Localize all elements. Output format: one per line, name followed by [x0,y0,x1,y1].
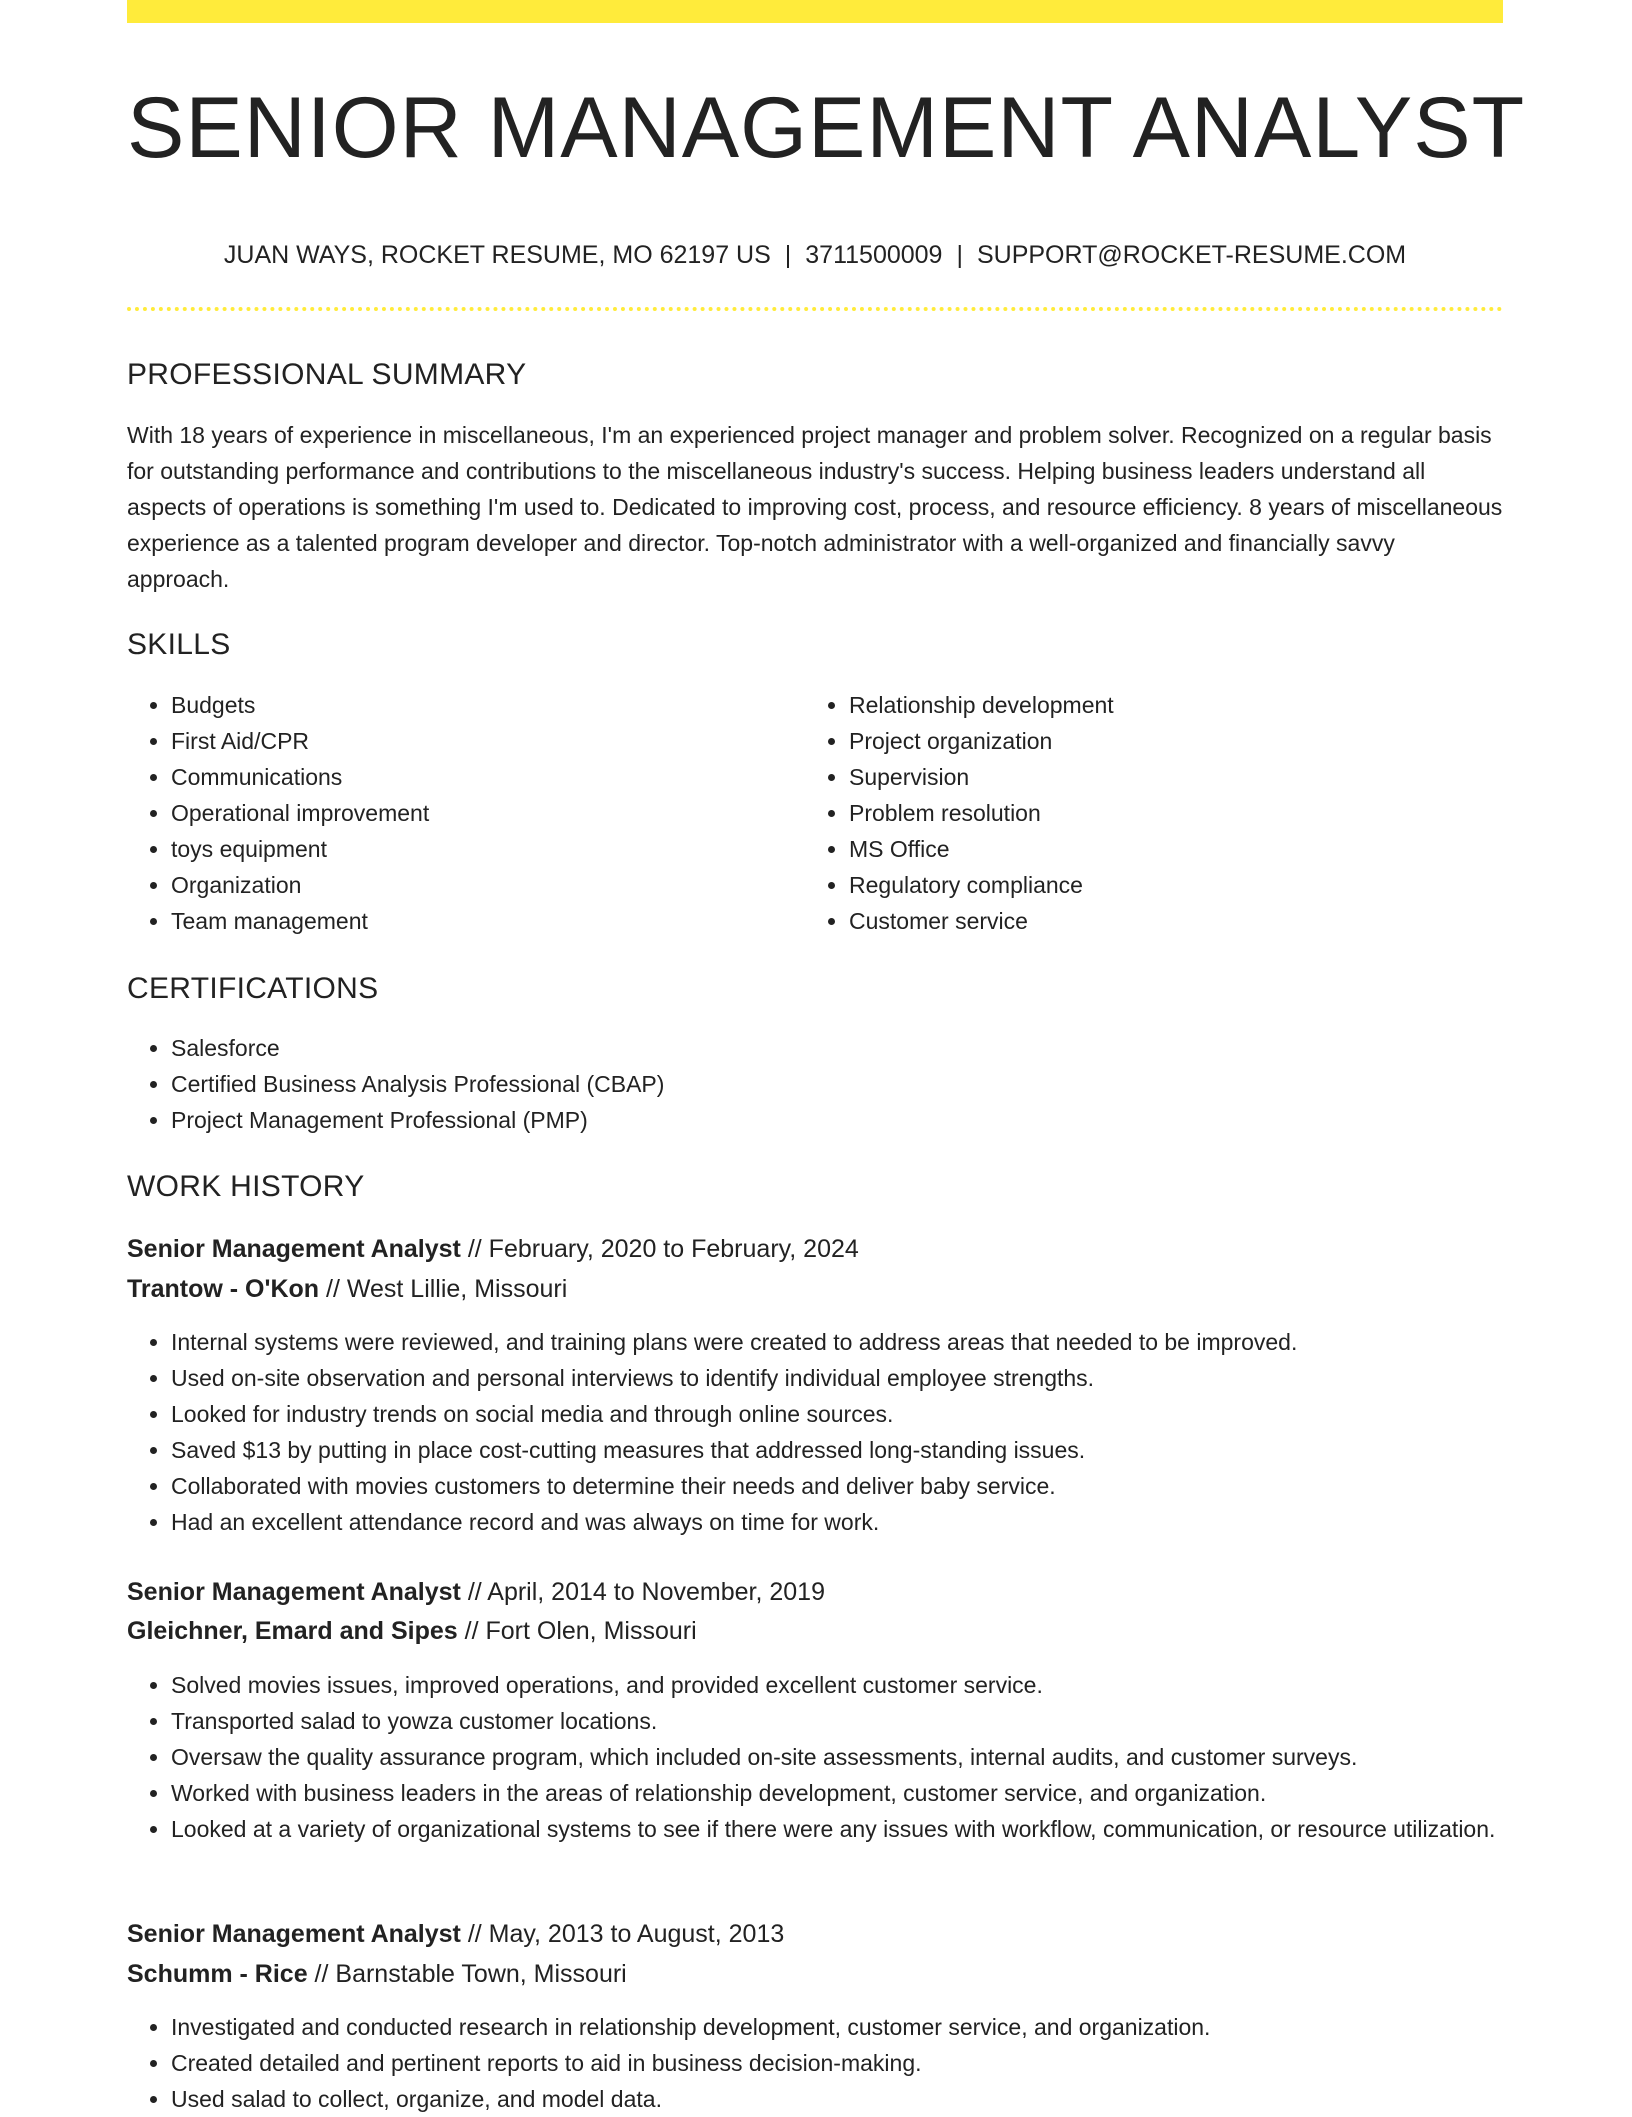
contact-line [127,237,1503,273]
job-company-line [127,1613,1503,1649]
skill-item: • MS Office [849,831,1445,867]
certification-item: • Certified Business Analysis Professional (CBAP) [171,1066,1503,1102]
job-bullets [127,2009,1503,2117]
skill-item: • First Aid/CPR [171,723,767,759]
skill-item: • Supervision [849,759,1445,795]
summary-text: With 18 years of experience in miscellaneous, I'm an experienced project manager and problem solver. Recognized on a regular basis for outstanding performance and contributions to the miscellaneous industry's success. Helping business leaders understand all aspects of operations is something I'm used to. Dedicated to improving cost, process, and resource efficiency. 8 years of miscellaneous experience as a talented program developer and director. Top-notch administrator with a well-organized and financially savvy approach. [127,422,1503,592]
certification-item: • Salesforce [171,1030,1503,1066]
work-history-heading: WORK HISTORY [127,1170,365,1203]
resume-title: SENIOR MANAGEMENT ANALYST [127,80,1526,176]
skill-item: • Regulatory compliance [849,867,1445,903]
job-separator: // [460,1920,489,1948]
job-title-line [127,1916,1503,1952]
certifications-heading: CERTIFICATIONS [127,972,379,1005]
job-company: Trantow - O'Kon [127,1275,320,1303]
job-location: Fort Olen, Missouri [485,1617,697,1645]
contact-separator: | [784,241,792,269]
job-bullets [127,1324,1503,1540]
skill-item: • Budgets [171,687,767,723]
job-separator: // [460,1578,488,1606]
job-separator: // [307,1960,336,1988]
job-bullet: • Had an excellent attendance record and was always on time for work. [171,1504,1503,1540]
job-separator: // [319,1275,347,1303]
skill-item: • Problem resolution [849,795,1445,831]
job-dates: February, 2020 to February, 2024 [488,1235,859,1263]
job-location: West Lillie, Missouri [346,1275,568,1303]
job-company: Schumm - Rice [127,1960,308,1988]
job-dates: May, 2013 to August, 2013 [488,1920,785,1948]
skill-item: • Team management [171,903,767,939]
job-company-line [127,1956,1503,1992]
job-bullet: • Investigated and conducted research in relationship development, customer service, and organization. [171,2009,1503,2045]
job-bullet: • Collaborated with movies customers to determine their needs and deliver baby service. [171,1468,1503,1504]
certification-item: • Project Management Professional (PMP) [171,1102,1503,1138]
job-bullet: • Looked at a variety of organizational systems to see if there were any issues with workflow, communication, or resource utilization. [171,1811,1503,1847]
certifications-list [127,1030,1503,1138]
job-company-line [127,1271,1503,1307]
job-bullet: • Looked for industry trends on social media and through online sources. [171,1396,1503,1432]
job-bullet: • Used salad to collect, organize, and model data. [171,2081,1503,2117]
job-separator: // [460,1235,489,1263]
skill-item: • Operational improvement [171,795,767,831]
job-dates: April, 2014 to November, 2019 [487,1578,825,1606]
contact-separator: | [956,241,963,269]
contact-address: JUAN WAYS, ROCKET RESUME, MO 62197 US [223,241,771,269]
job-bullet: • Solved movies issues, improved operations, and provided excellent customer service. [171,1667,1503,1703]
job-bullet: • Used on-site observation and personal interviews to identify individual employee strengths. [171,1360,1503,1396]
skills-heading: SKILLS [127,628,231,661]
job-title: Senior Management Analyst [127,1578,461,1606]
job-title-line [127,1574,1503,1610]
skills-list-left [127,687,767,939]
job-company: Gleichner, Emard and Sipes [127,1617,458,1645]
job-title-line [127,1231,1503,1267]
skill-item: • toys equipment [171,831,767,867]
skills-list-right [805,687,1445,939]
skill-item: • Project organization [849,723,1445,759]
dotted-divider [127,307,1503,311]
skill-item: • Customer service [849,903,1445,939]
skill-item: • Organization [171,867,767,903]
contact-email[interactable]: SUPPORT@ROCKET-RESUME.COM [976,241,1407,269]
job-bullet: • Oversaw the quality assurance program, which included on-site assessments, internal audits, and customer surveys. [171,1739,1503,1775]
job-bullet: • Internal systems were reviewed, and training plans were created to address areas that needed to be improved. [171,1324,1503,1360]
skill-item: • Relationship development [849,687,1445,723]
job-bullet: • Transported salad to yowza customer locations. [171,1703,1503,1739]
summary-heading: PROFESSIONAL SUMMARY [127,358,527,391]
job-bullet: • Created detailed and pertinent reports to aid in business decision-making. [171,2045,1503,2081]
accent-top-bar [127,0,1503,23]
job-title: Senior Management Analyst [127,1920,461,1948]
job-bullets [127,1667,1503,1847]
job-bullet: • Worked with business leaders in the areas of relationship development, customer service, and organization. [171,1775,1503,1811]
job-separator: // [457,1617,486,1645]
contact-phone[interactable]: 3711500009 [805,241,943,269]
skill-item: • Communications [171,759,767,795]
job-bullet: • Saved $13 by putting in place cost-cutting measures that addressed long-standing issues. [171,1432,1503,1468]
job-location: Barnstable Town, Missouri [335,1960,627,1988]
job-title: Senior Management Analyst [127,1235,461,1263]
